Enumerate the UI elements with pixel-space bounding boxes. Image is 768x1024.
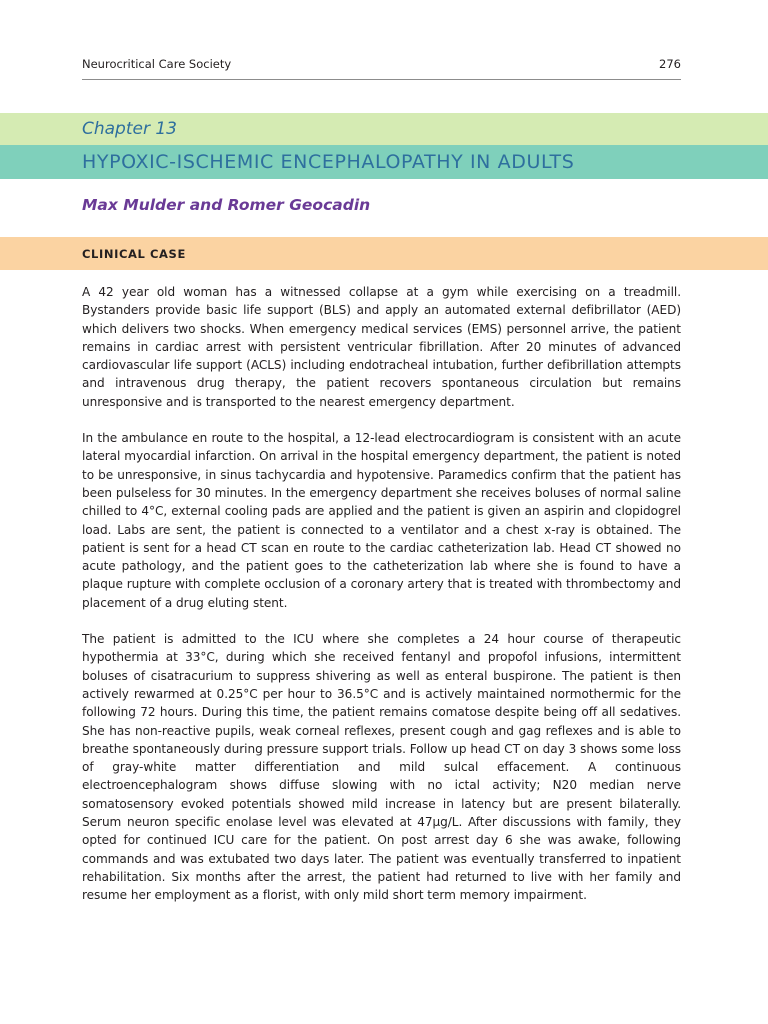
paragraph: The patient is admitted to the ICU where she completes a 24 hour course of therapeutic hypothermia at 33°C, during which she received fentanyl and propofol infusions, intermittent boluses of cisatracurium to suppress shivering as well as enteral buspirone. The patient is then actively rewarmed at 0.25°C per hour to 36.5°C and is actively maintained normothermic for the following 72 hours. During this time, the patient remains comatose despite being off all sedatives. She has non-reactive pupils, weak corneal reflexes, present cough and gag reflexes and is able to breathe spontaneously during pressure support trials. Follow up head CT on day 3 shows some loss of gray-white matter differentiation and mild sulcal effacement. A continuous electroencephalogram shows diffuse slowing with no ictal activity; N20 median nerve somatosensory evoked potentials showed mild increase in latency but are present bilaterally. Serum neuron specific enolase level was elevated at 47μg/L. After discussions with family, they opted for continued ICU care for the patient. On post arrest day 6 she was awake, following commands and was extubated two days later. The patient was eventually transferred to inpatient rehabilitation. Six months after the arrest, the patient had returned to live with her family and resume her employment as a florist, with only mild short term memory impairment. bbox=[82, 632, 681, 903]
chapter-title: HYPOXIC-ISCHEMIC ENCEPHALOPATHY IN ADULTS bbox=[82, 151, 575, 173]
page-number: 276 bbox=[659, 57, 681, 71]
chapter-authors: Max Mulder and Romer Geocadin bbox=[82, 196, 371, 214]
section-heading: CLINICAL CASE bbox=[82, 247, 186, 261]
clinical-case-band bbox=[0, 237, 768, 270]
paragraph: A 42 year old woman has a witnessed collapse at a gym while exercising on a treadmill. Bystanders provide basic life support (BLS) and apply an automated external defibrillator (AED) which delivers two shocks. When emergency medical services (EMS) personnel arrive, the patient remains in cardiac arrest with persistent ventricular fibrillation. After 20 minutes of advanced cardiovascular life support (ACLS) including endotracheal intubation, further defibrillation attempts and intravenous drug therapy, the patient recovers spontaneous circulation but remains unresponsive and is transported to the nearest emergency department. bbox=[82, 285, 681, 409]
publisher-name: Neurocritical Care Society bbox=[82, 57, 232, 71]
header-divider bbox=[82, 79, 681, 80]
paragraph: In the ambulance en route to the hospital, a 12-lead electrocardiogram is consistent with an acute lateral myocardial infarction. On arrival in the hospital emergency department, the patient is noted to be unresponsive, in sinus tachycardia and hypotensive. Paramedics confirm that the patient has been pulseless for 30 minutes. In the emergency department she receives boluses of normal saline chilled to 4°C, external cooling pads are applied and the patient is given an aspirin and clopidogrel load. Labs are sent, the patient is connected to a ventilator and a chest x-ray is obtained. The patient is sent for a head CT scan en route to the cardiac catheterization lab. Head CT showed no acute pathology, and the patient goes to the catheterization lab where she is found to have a plaque rupture with complete occlusion of a coronary artery that is treated with thrombectomy and placement of a drug eluting stent. bbox=[82, 431, 681, 610]
body-text bbox=[82, 283, 681, 923]
chapter-title-band bbox=[0, 145, 768, 179]
chapter-label: Chapter 13 bbox=[82, 119, 178, 139]
chapter-band bbox=[0, 113, 768, 145]
running-header bbox=[82, 56, 681, 72]
